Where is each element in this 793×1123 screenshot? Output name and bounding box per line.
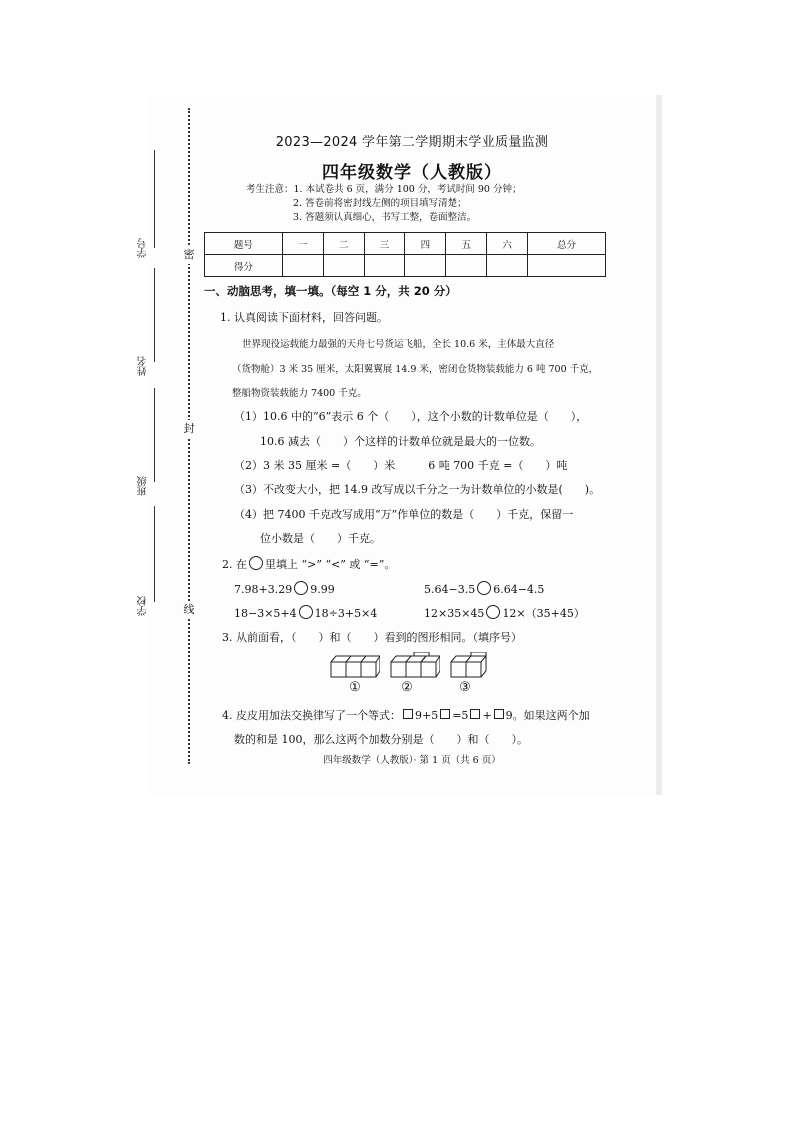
q1-passage-line: （货物舱）3 米 35 厘米，太阳翼翼展 14.9 米，密闭仓货物装载能力 6 吨 700 千克，: [232, 364, 599, 375]
q4-line-1: [222, 707, 590, 723]
page-footer: 四年级数学（人教版）· 第 1 页（共 6 页）: [323, 755, 501, 766]
q1-sub-3: （3）不改变大小，把 14.9 改写成以千分之一为计数单位的小数是( )。: [234, 483, 601, 496]
score-header-cell: 五: [446, 233, 487, 255]
cube-label-1: ①: [349, 680, 361, 695]
answer-circle[interactable]: [486, 605, 500, 619]
score-header-cell: 六: [487, 233, 528, 255]
score-value-row: [205, 255, 606, 277]
q2-left-expr: 5.64−3.5: [424, 583, 476, 596]
score-header-cell: 三: [364, 233, 405, 255]
q2-left-expr: 18−3×5+4: [234, 607, 297, 620]
q1-stem: 1. 认真阅读下面材料，回答问题。: [220, 311, 388, 324]
cube-figure-3: [450, 652, 490, 680]
name-blank[interactable]: [154, 268, 155, 362]
q4-text-e: 9。如果这两个加: [505, 709, 590, 722]
q1-sub-4: （4）把 7400 千克改写成用“万”作单位的数是（ ）千克，保留一: [234, 508, 574, 521]
exam-notes: [246, 183, 521, 225]
score-table: [204, 232, 606, 277]
q2-item-4: [424, 605, 585, 621]
score-cell[interactable]: [364, 255, 405, 277]
q4-line-2: 数的和是 100，那么这两个加数分别是（ ）和（ ）。: [234, 733, 528, 746]
cube-figure-2: [390, 652, 440, 680]
score-header-cell: 总分: [528, 233, 606, 255]
q2-stem-b: 里填上 “>” “<” 或 “=”。: [265, 558, 396, 571]
answer-box[interactable]: [470, 709, 480, 719]
q4-text-d: +: [482, 709, 492, 722]
score-cell[interactable]: [528, 255, 606, 277]
q2-item-3: [234, 605, 377, 620]
q4-text-a: 4. 皮皮用加法交换律写了一个等式：: [222, 709, 401, 722]
school-blank[interactable]: [154, 506, 155, 602]
q2-left-expr: 12×35×45: [424, 607, 485, 620]
q2-right-expr: 18÷3+5×4: [314, 607, 378, 620]
score-header-cell: 二: [323, 233, 364, 255]
q2-item-1: [234, 581, 335, 596]
class-blank[interactable]: [154, 388, 155, 482]
note-line: 2. 答卷前将密封线左侧的项目填写清楚；: [293, 198, 467, 209]
q2-item-2: [424, 581, 544, 596]
sheet-edge: [656, 95, 662, 795]
answer-circle[interactable]: [294, 581, 308, 595]
student-id-label: 学号: [138, 238, 149, 258]
q1-passage-line: 世界现役运载能力最强的天舟七号货运飞船，全长 10.6 米，主体最大直径: [242, 339, 555, 350]
q2-right-expr: 6.64−4.5: [493, 583, 545, 596]
q1-sub-1-cont: 10.6 减去（ ）个这样的计数单位就是最大的一位数。: [260, 435, 541, 448]
score-header-cell: 题号: [205, 233, 283, 255]
student-id-blank[interactable]: [154, 150, 155, 248]
exam-subtitle: 四年级数学（人教版）: [322, 163, 502, 183]
answer-box[interactable]: [440, 709, 450, 719]
class-label: 班级: [138, 476, 149, 496]
score-cell[interactable]: [446, 255, 487, 277]
q2-stem-a: 2. 在: [222, 558, 247, 571]
answer-circle[interactable]: [477, 581, 491, 595]
q2-right-expr: 9.99: [310, 583, 335, 596]
note-line: 考生注意：1. 本试卷共 6 页，满分 100 分，考试时间 90 分钟；: [246, 184, 522, 195]
cube-label-3: ③: [459, 680, 471, 695]
seal-char-feng: 封: [180, 420, 198, 438]
section-1-title: 一、动脑思考，填一填。（每空 1 分，共 20 分）: [204, 284, 457, 298]
answer-box[interactable]: [403, 709, 413, 719]
score-cell[interactable]: [323, 255, 364, 277]
q1-sub-4-cont: 位小数是（ ）千克。: [260, 532, 381, 545]
q2-stem: [222, 556, 395, 572]
score-cell[interactable]: [282, 255, 323, 277]
q2-right-expr: 12×（35+45）: [502, 607, 585, 620]
cube-label-2: ②: [401, 680, 413, 695]
seal-char-mi: 密: [180, 246, 198, 264]
score-header-cell: 四: [405, 233, 446, 255]
school-label: 学校: [138, 596, 149, 616]
exam-title: 2023—2024 学年第二学期期末学业质量监测: [275, 135, 549, 150]
score-header-row: [205, 233, 606, 255]
q2-left-expr: 7.98+3.29: [234, 583, 293, 596]
score-cell[interactable]: [405, 255, 446, 277]
score-header-cell: 一: [282, 233, 323, 255]
q4-text-b: 9+5: [415, 709, 439, 722]
q1-sub-1: （1）10.6 中的“6”表示 6 个（ ），这个小数的计数单位是（ ），: [234, 410, 588, 423]
answer-circle[interactable]: [299, 605, 313, 619]
note-line: 3. 答题须认真细心，书写工整，卷面整洁。: [293, 212, 477, 223]
seal-char-xian: 线: [180, 601, 198, 619]
answer-box[interactable]: [494, 709, 504, 719]
q1-passage-line: 整船物资装载能力 7400 千克。: [232, 388, 367, 399]
q4-text-c: =5: [452, 709, 469, 722]
cube-figure-1: [330, 652, 380, 680]
q1-sub-2: （2）3 米 35 厘米 =（ ）米 6 吨 700 千克 =（ ）吨: [234, 459, 568, 472]
score-row-label: 得分: [205, 255, 283, 277]
score-cell[interactable]: [487, 255, 528, 277]
name-label: 姓名: [138, 356, 149, 376]
q3-stem: 3. 从前面看，（ ）和（ ）看到的图形相同。（填序号）: [222, 631, 522, 644]
compare-circle-icon: [249, 556, 263, 570]
